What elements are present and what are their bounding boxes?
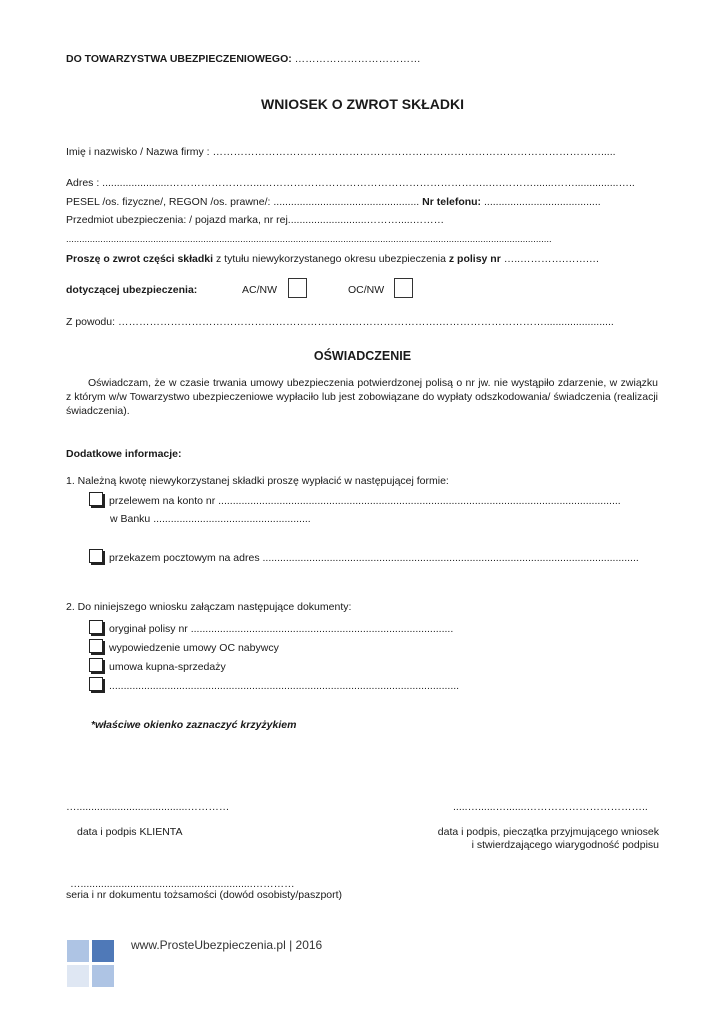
refund-request-line xyxy=(66,253,599,265)
name-field[interactable]: Imię i nazwisko / Nazwa firmy : …………………………………………………………………………………………………..... xyxy=(66,146,616,158)
option-ocnw-checkbox[interactable] xyxy=(394,278,413,298)
additional-info-heading: Dodatkowe informacje: xyxy=(66,448,182,460)
address-field[interactable]: Adres : .......................……………………...………………………………………………………..….……….......……...............….. xyxy=(66,177,635,189)
postal-option xyxy=(89,549,639,564)
document-title: WNIOSEK O ZWROT SKŁADKI xyxy=(261,96,464,112)
doc-other-field[interactable]: ........................................................................................................................ xyxy=(109,680,460,692)
payment-question: 1. Należną kwotę niewykorzystanej składki proszę wypłacić w następującej formie: xyxy=(66,475,449,487)
pesel-phone-line xyxy=(66,196,601,208)
pesel-field[interactable]: PESEL /os. fizyczne/, REGON /os. prawne/: .................................................. xyxy=(66,196,420,208)
receiver-signature-label-1: data i podpis, pieczątka przyjmującego wniosek xyxy=(437,826,659,838)
bank-field[interactable]: w Banku ...................................................... xyxy=(110,513,311,525)
doc-policy-label: oryginał polisy nr .......................................................................................... xyxy=(109,623,454,635)
doc-sale-checkbox[interactable] xyxy=(89,658,103,672)
subject-field[interactable]: Przedmiot ubezpieczenia: / pojazd marka, nr rej...........................……….....……… xyxy=(66,214,445,226)
header-label: DO TOWARZYSTWA UBEZPIECZENIOWEGO: xyxy=(66,53,292,65)
doc-termination-checkbox[interactable] xyxy=(89,639,103,653)
postal-checkbox[interactable] xyxy=(89,549,103,563)
option-ocnw-label: OC/NW xyxy=(348,284,385,296)
logo-tile-pale-left xyxy=(67,965,89,987)
doc-other-checkbox[interactable] xyxy=(89,677,103,691)
client-signature-line[interactable]: …......................................………… xyxy=(66,801,230,813)
documents-question: 2. Do niniejszego wniosku załączam następujące dokumenty: xyxy=(66,601,352,613)
transfer-checkbox[interactable] xyxy=(89,492,103,506)
extra-line-field[interactable]: ........................................................................................................................................................................................ xyxy=(66,234,552,245)
logo-icon xyxy=(67,940,117,990)
id-document-label: seria i nr dokumentu tożsamości (dowód osobisty/paszport) xyxy=(66,889,343,901)
request-part2: z tytułu niewykorzystanego okresu ubezpieczenia xyxy=(213,253,449,265)
postal-label: przekazem pocztowym na adres ................................................................................................................................. xyxy=(109,552,639,564)
doc-termination-label: wypowiedzenie umowy OC nabywcy xyxy=(109,642,279,654)
transfer-label: przelewem na konto nr .......................................................................................................................................... xyxy=(109,495,621,507)
receiver-signature-label-2: i stwierdzającego wiarygodność podpisu xyxy=(471,839,659,851)
client-signature-label: data i podpis KLIENTA xyxy=(77,826,183,838)
option-acnw-checkbox[interactable] xyxy=(288,278,307,298)
transfer-option xyxy=(89,492,621,507)
id-document-line[interactable]: …...........................................................………… xyxy=(70,878,295,890)
declaration-heading: OŚWIADCZENIE xyxy=(313,349,412,363)
checkbox-note: *właściwe okienko zaznaczyć krzyżykiem xyxy=(91,719,297,731)
option-acnw-label: AC/NW xyxy=(242,284,277,296)
doc-option-other xyxy=(89,677,459,692)
doc-sale-label: umowa kupna-sprzedaży xyxy=(109,661,226,673)
request-part1: Proszę o zwrot części składki xyxy=(66,253,214,265)
doc-option-sale-contract xyxy=(89,658,226,673)
phone-field[interactable]: ........................................ xyxy=(483,196,601,208)
logo-tile-light xyxy=(67,940,89,962)
doc-policy-checkbox[interactable] xyxy=(89,620,103,634)
declaration-text: Oświadczam, że w czasie trwania umowy ubezpieczenia potwierdzonej polisą o nr jw. nie wystąpiło zdarzenie, w związku z którym w/w Towarzystwo ubezpieczeniowe wypłaciło lub jest zobowiązane do wypłaty odszkodowania/ świadczenia (realizacji świadczenia). xyxy=(66,377,658,417)
logo-tile-pale-right xyxy=(92,965,114,987)
request-part3: z polisy nr xyxy=(448,253,501,265)
phone-label: Nr telefonu: xyxy=(422,196,482,208)
policy-number-field[interactable]: …..………….…….… xyxy=(500,253,600,265)
receiver-signature-line[interactable]: .....…......….......…………………………….. xyxy=(453,801,648,813)
doc-option-termination xyxy=(89,639,279,654)
footer-website[interactable]: www.ProsteUbezpieczenia.pl | 2016 xyxy=(131,938,323,952)
header-dots: ……………………………… xyxy=(294,53,421,65)
doc-option-policy xyxy=(89,620,453,635)
insurance-label: dotyczącej ubezpieczenia: xyxy=(66,284,198,296)
header-line xyxy=(66,53,421,65)
logo-tile-dark xyxy=(92,940,114,962)
reason-field[interactable]: Z powodu: ………………………………………………………….…………………….…………………………........................ xyxy=(66,316,614,328)
